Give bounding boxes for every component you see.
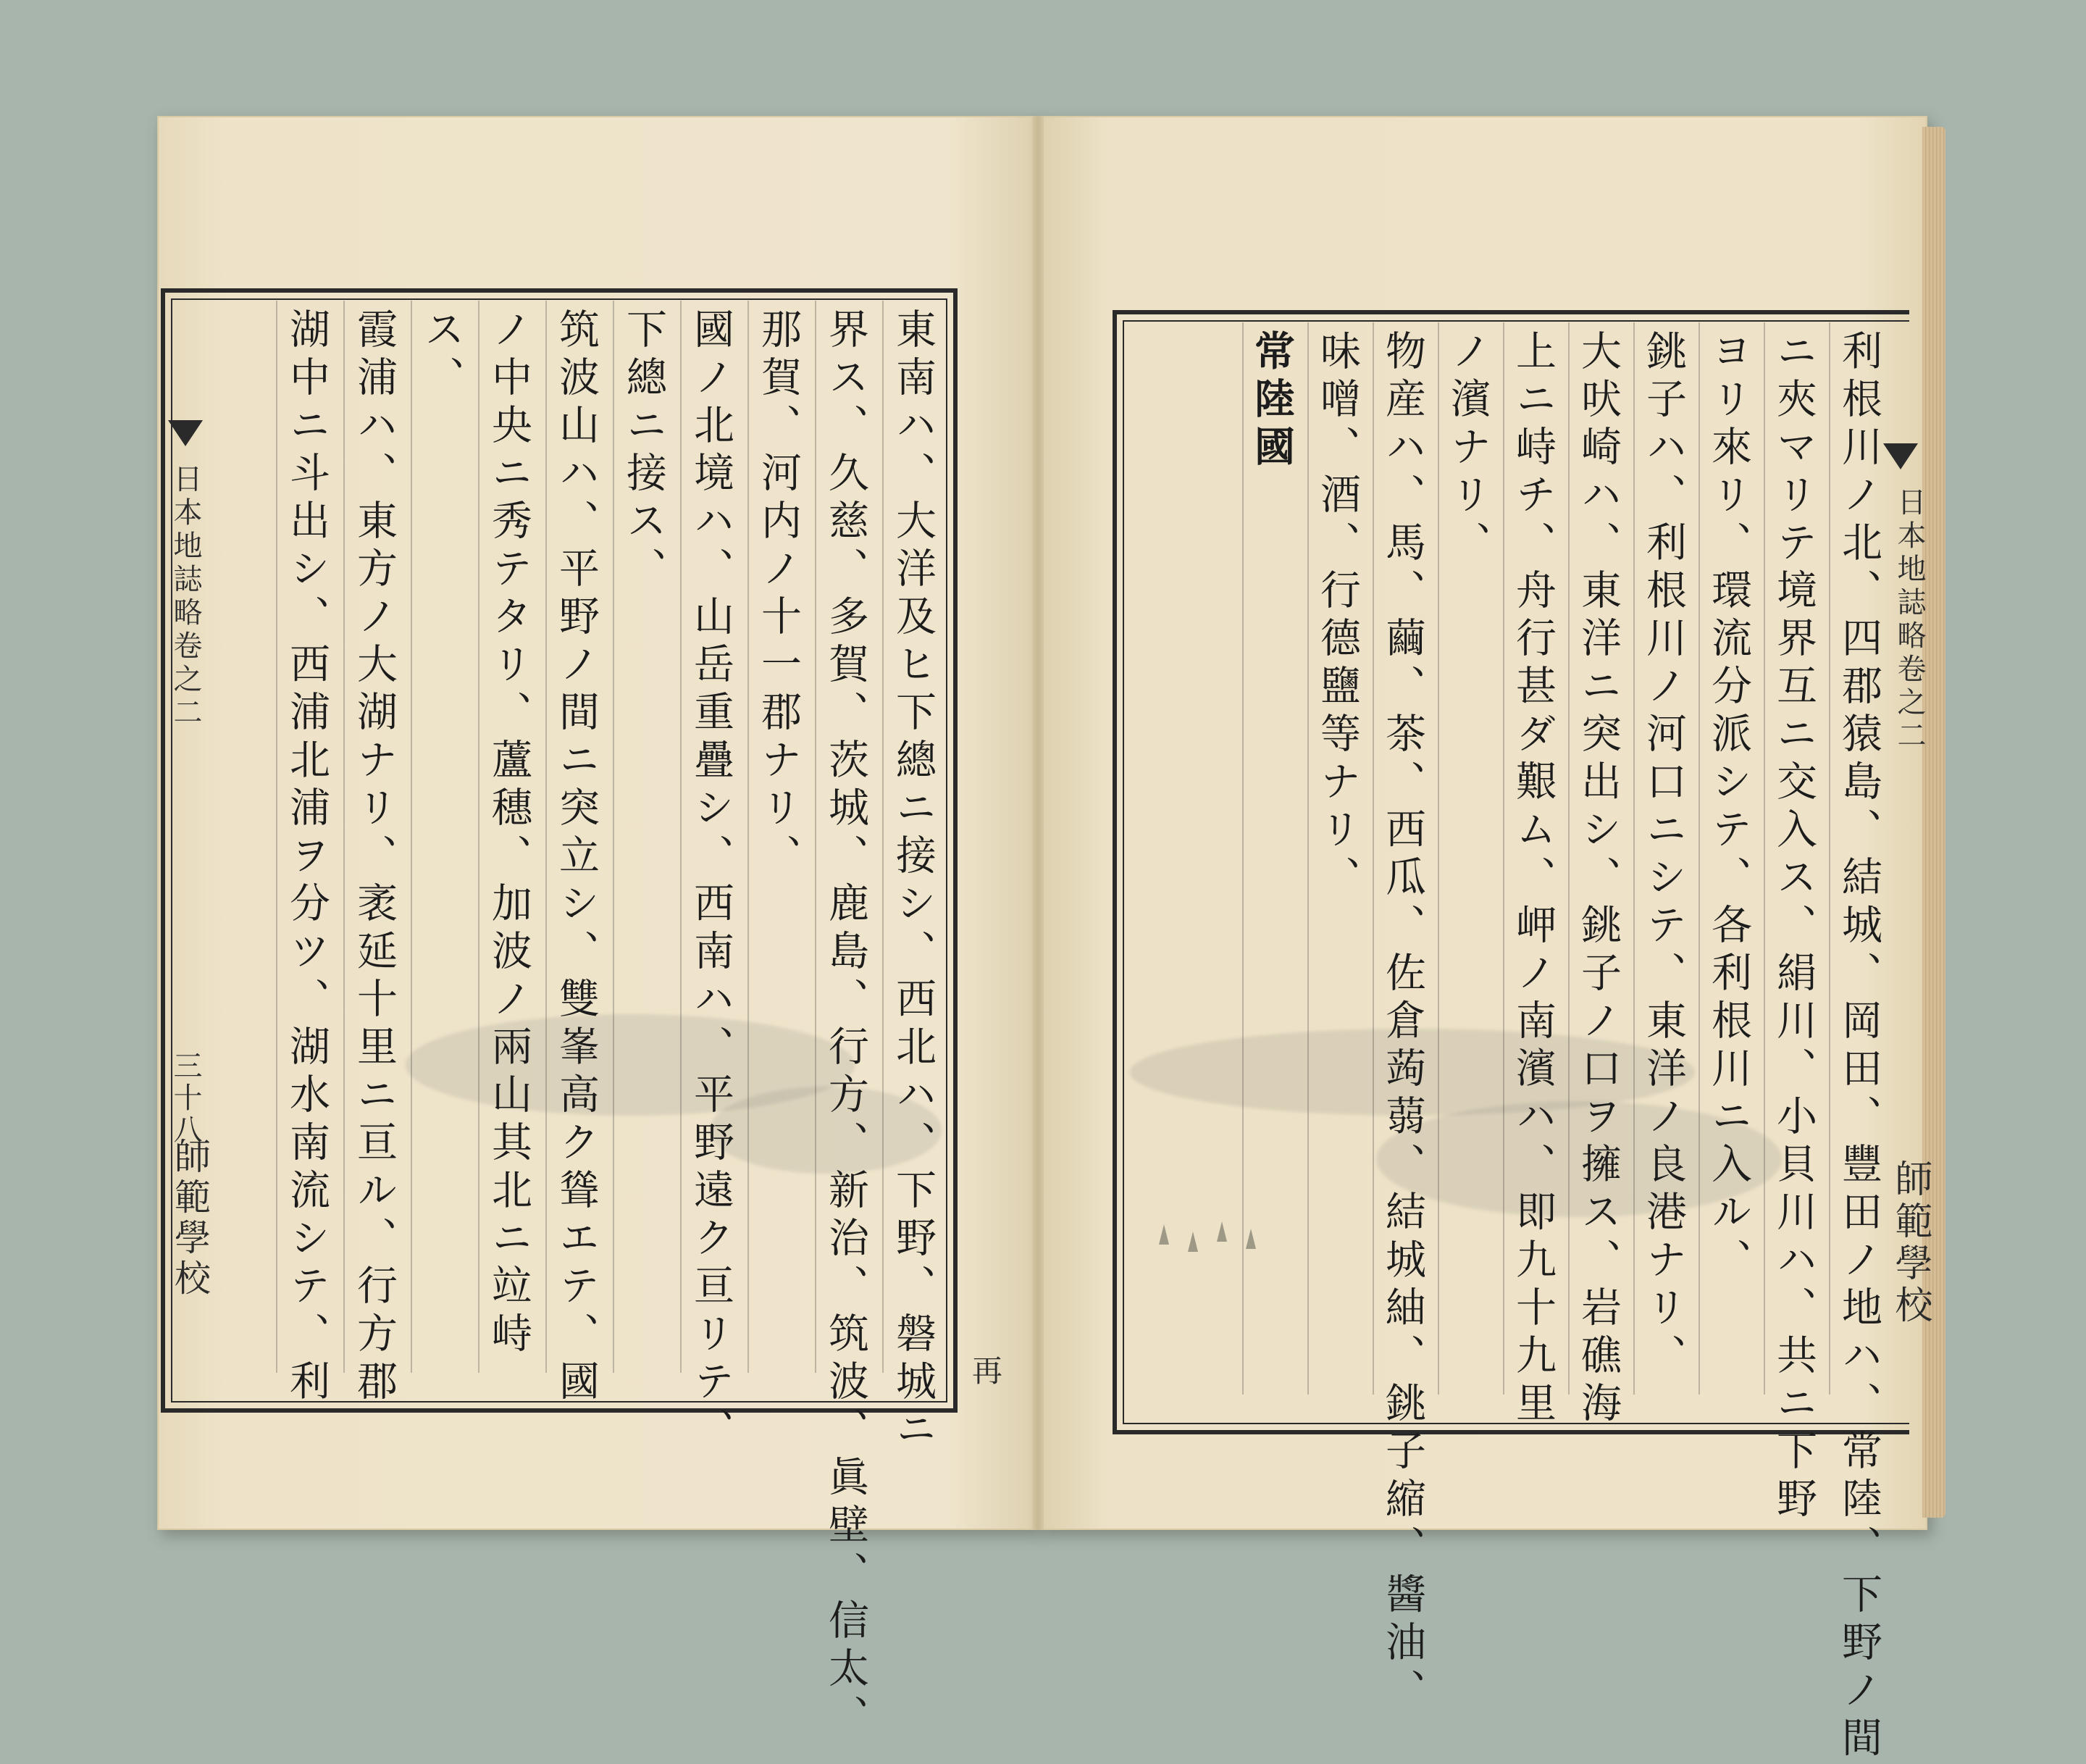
margin-school-name-right: 師範學校 xyxy=(1888,1159,1932,1327)
text-column: ノ濱ナリ、 xyxy=(1444,330,1491,569)
fold-mark-right xyxy=(1883,443,1918,469)
text-column: 湖中ニ斗出シ、西浦北浦ヲ分ツ、湖水南流シテ、利 xyxy=(283,308,330,1408)
text-column: ヨリ來リ、環流分派シテ、各利根川ニ入ル、 xyxy=(1705,330,1752,1286)
text-column: 筑波山ハ、平野ノ間ニ突立シ、雙峯高ク聳エテ、國 xyxy=(553,308,600,1408)
text-column: 物産ハ、馬、繭、茶、西瓜、佐倉蒟蒻、結城紬、銚子縮、醬油、 xyxy=(1379,330,1426,1716)
column-rule xyxy=(411,301,412,1373)
column-rule xyxy=(1698,322,1700,1395)
fold-mark-left xyxy=(168,420,203,446)
text-column: 國ノ北境ハ、山岳重疊シ、西南ハ、平野遠ク亘リテ、 xyxy=(687,308,734,1455)
text-column: ス、 xyxy=(418,308,465,404)
column-rule xyxy=(478,301,479,1373)
column-rule xyxy=(1373,322,1374,1395)
text-column: ノ中央ニ秀テタリ、蘆穗、加波ノ兩山其北ニ竝峙 xyxy=(485,308,532,1360)
text-column: 味噌、酒、行德鹽等ナリ、 xyxy=(1314,330,1361,903)
text-column: 下總ニ接ス、 xyxy=(620,308,667,595)
column-rule xyxy=(343,301,345,1373)
column-rule xyxy=(545,301,547,1373)
book-gutter xyxy=(1032,116,1044,1530)
column-rule xyxy=(1568,322,1570,1395)
column-rule xyxy=(747,301,749,1373)
column-rule xyxy=(1438,322,1439,1395)
column-rule xyxy=(1242,322,1244,1395)
text-column: 上ニ峙チ、舟行甚ダ艱ム、岬ノ南濱ハ、即九十九里 xyxy=(1509,330,1557,1429)
text-column: 東南ハ、大洋及ヒ下總ニ接シ、西北ハ、下野、磐城ニ xyxy=(889,308,937,1455)
text-column: 界ス、久慈、多賀、茨城、鹿島、行方、新治、筑波、眞壁、信太、 xyxy=(822,308,869,1742)
text-column: 那賀、河内ノ十一郡ナリ、 xyxy=(755,308,802,882)
column-rule xyxy=(815,301,816,1373)
column-rule xyxy=(882,301,884,1373)
margin-page-number-left: 三十八 xyxy=(169,1050,202,1146)
margin-book-title-right: 日本地誌略卷之二 xyxy=(1893,487,1926,753)
column-rule xyxy=(1764,322,1765,1395)
column-rule xyxy=(1829,322,1830,1395)
margin-school-name-left: 師範學校 xyxy=(169,1137,211,1300)
margin-book-title-left: 日本地誌略卷之二 xyxy=(169,464,202,730)
column-rule xyxy=(1503,322,1504,1395)
text-column: ニ夾マリテ境界互ニ交入ス、絹川、小貝川ハ、共ニ下野 xyxy=(1770,330,1817,1525)
text-column: 霞浦ハ、東方ノ大湖ナリ、袤延十里ニ亘ル、行方郡 xyxy=(351,308,398,1408)
lower-mark: 再 xyxy=(968,1355,1003,1385)
section-heading: 常陸國 xyxy=(1248,330,1296,473)
column-rule xyxy=(613,301,614,1373)
column-rule xyxy=(1633,322,1635,1395)
column-rule xyxy=(1307,322,1309,1395)
column-rule xyxy=(680,301,682,1373)
text-column: 利根川ノ北、四郡猿島、結城、岡田、豐田ノ地ハ、常陸、下野ノ間 xyxy=(1835,330,1882,1764)
text-column: 銚子ハ、利根川ノ河口ニシテ、東洋ノ良港ナリ、 xyxy=(1640,330,1687,1381)
column-rule xyxy=(276,301,277,1373)
text-column: 大吠崎ハ、東洋ニ突出シ、銚子ノ口ヲ擁ス、岩礁海 xyxy=(1575,330,1622,1429)
